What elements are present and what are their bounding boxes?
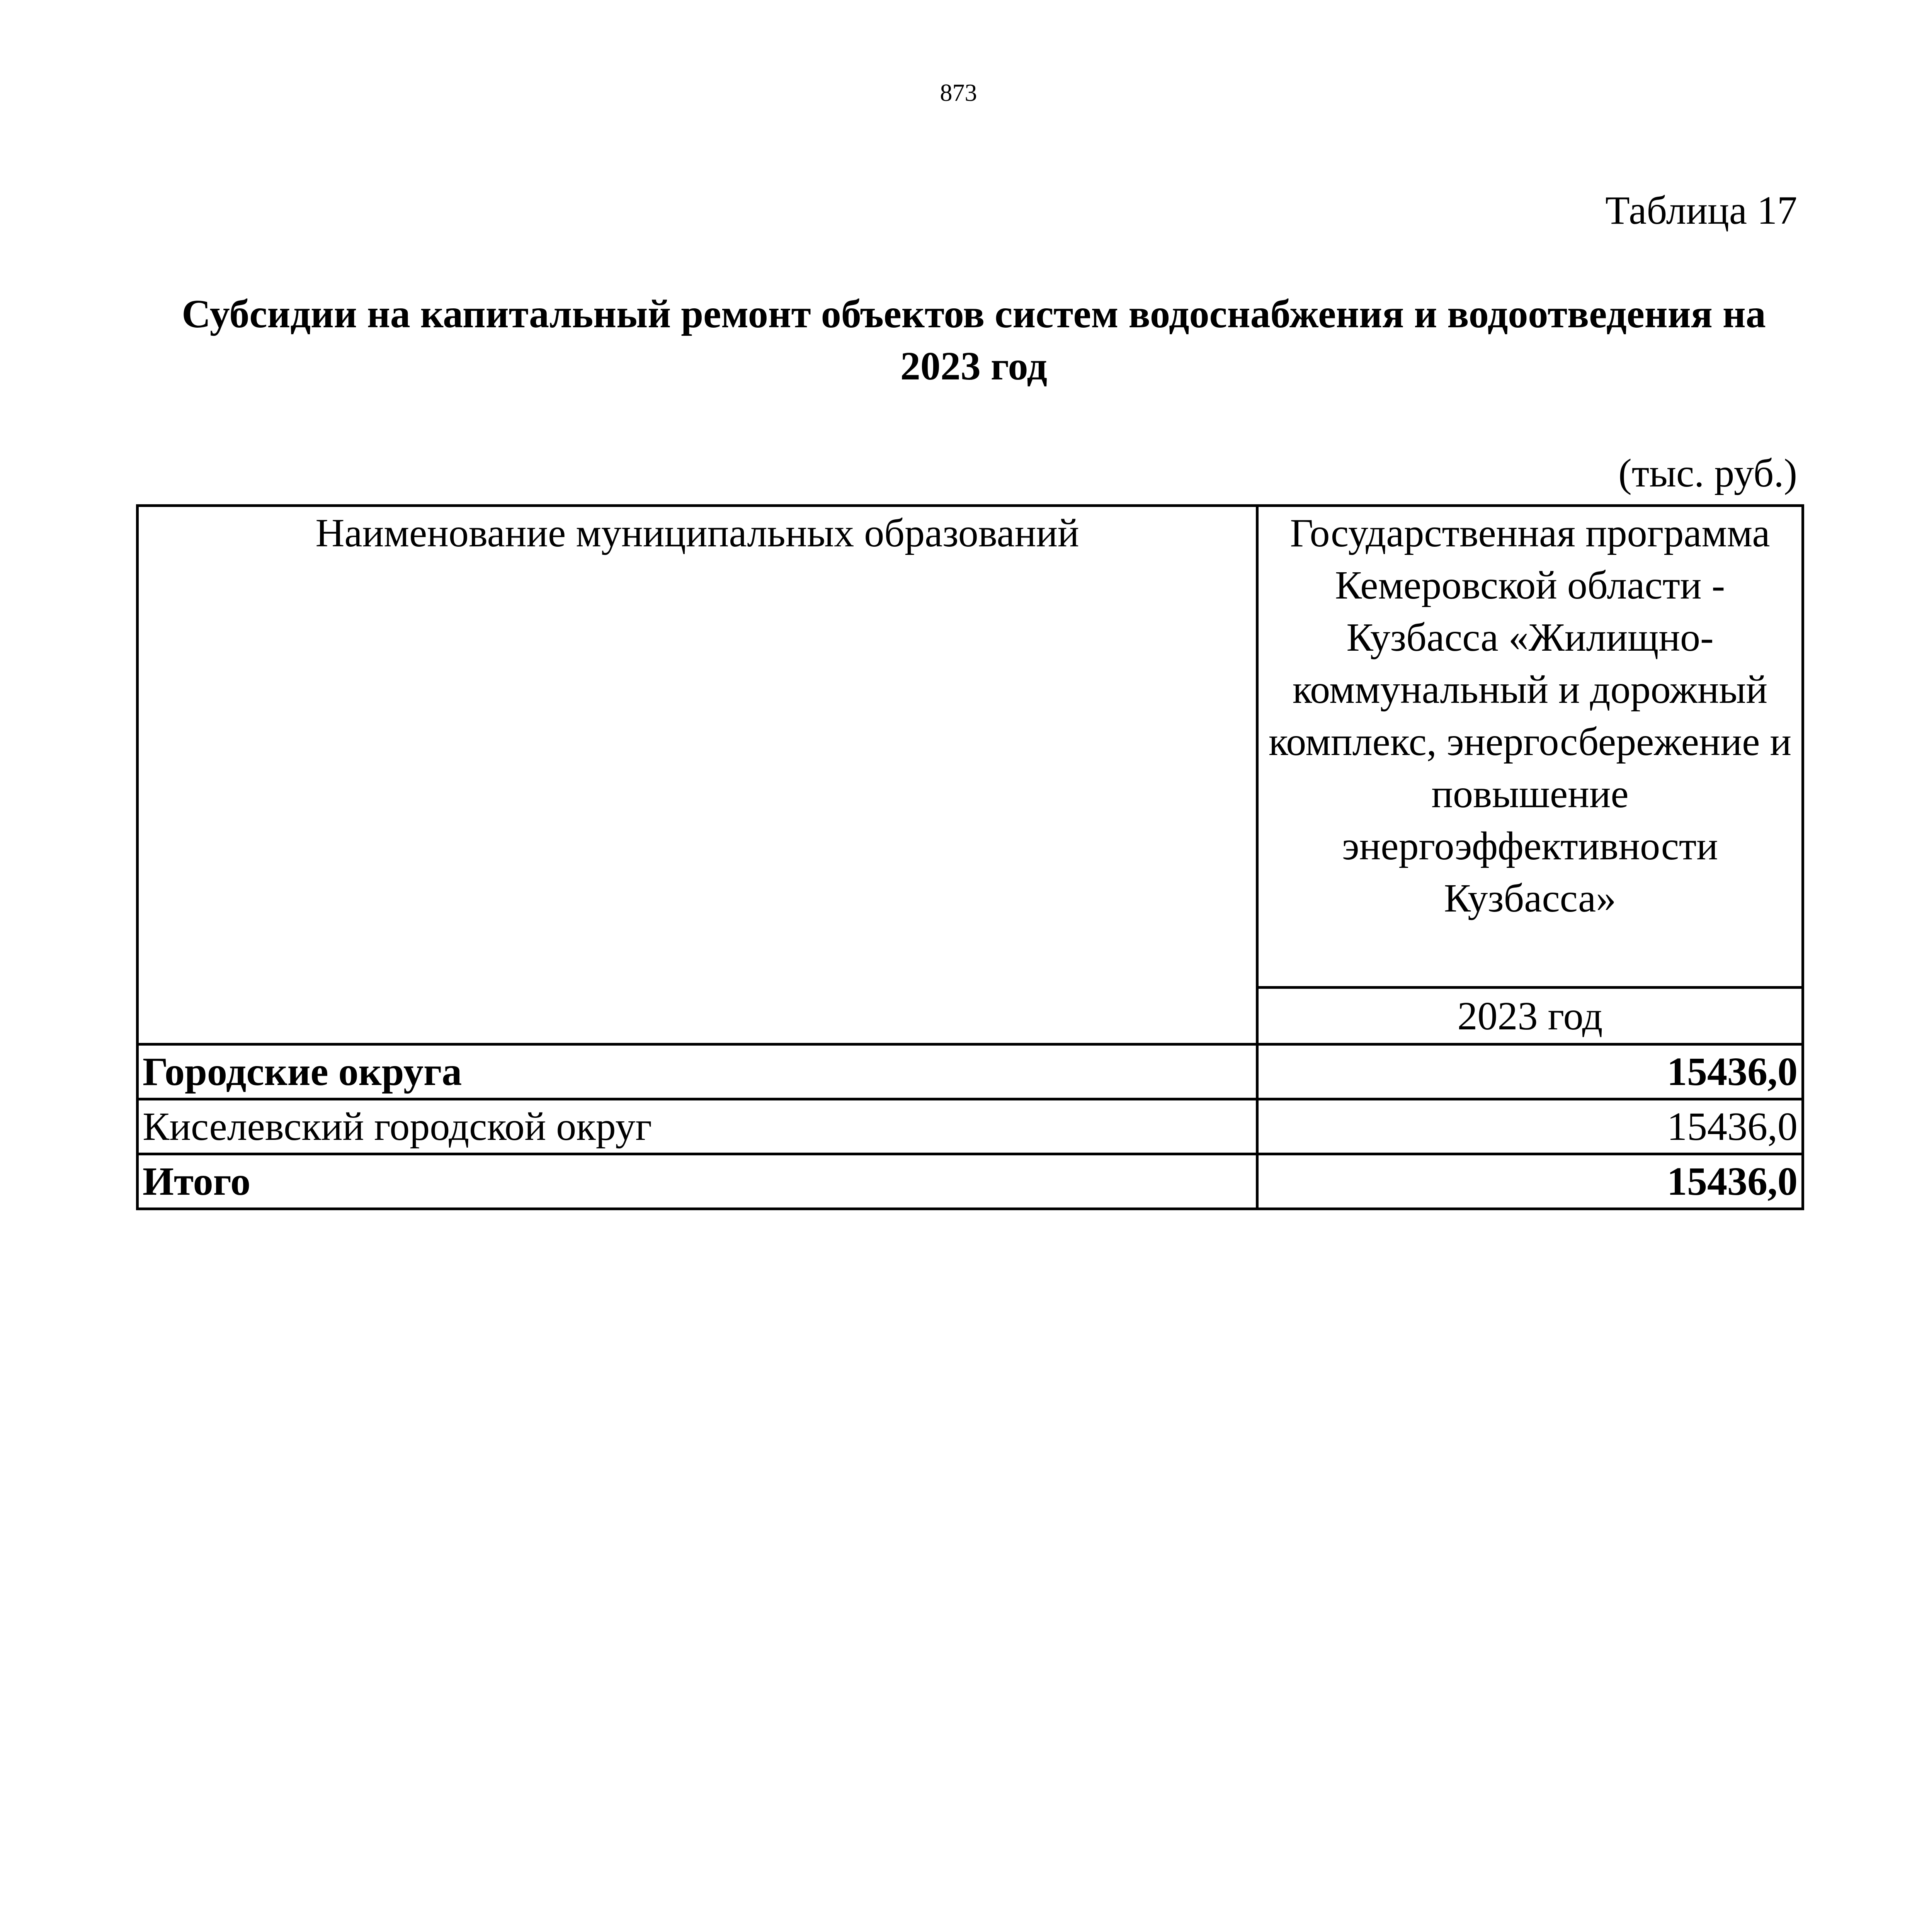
document-title: Субсидии на капитальный ремонт объектов систем водоснабжения и водоотведения на 2023 год [182,292,1766,388]
table-header-row [138,506,1803,988]
units-label: (тыс. руб.) [1618,451,1797,495]
header-state-program: Государственная программа Кемеровской области - Кузбасса «Жилищно-коммунальный и дорожный комплекс, энергосбережение и повышение энергоэффективности Кузбасса» [1257,506,1803,988]
table-row-total [138,1154,1803,1209]
row-value: 15436,0 [1257,1154,1803,1209]
row-name: Городские округа [138,1044,1257,1099]
table-label: Таблица 17 [1605,188,1797,233]
row-value: 15436,0 [1257,1044,1803,1099]
row-name: Киселевский городской округ [138,1099,1257,1154]
table-row-kiselevsk [138,1099,1803,1154]
page-number: 873 [940,79,977,106]
header-year: 2023 год [1257,988,1803,1044]
row-value: 15436,0 [1257,1099,1803,1154]
subsidy-table [136,504,1804,1210]
table-row-city-districts [138,1044,1803,1099]
row-name: Итого [138,1154,1257,1209]
header-municipality-name: Наименование муниципальных образований [138,506,1257,1044]
